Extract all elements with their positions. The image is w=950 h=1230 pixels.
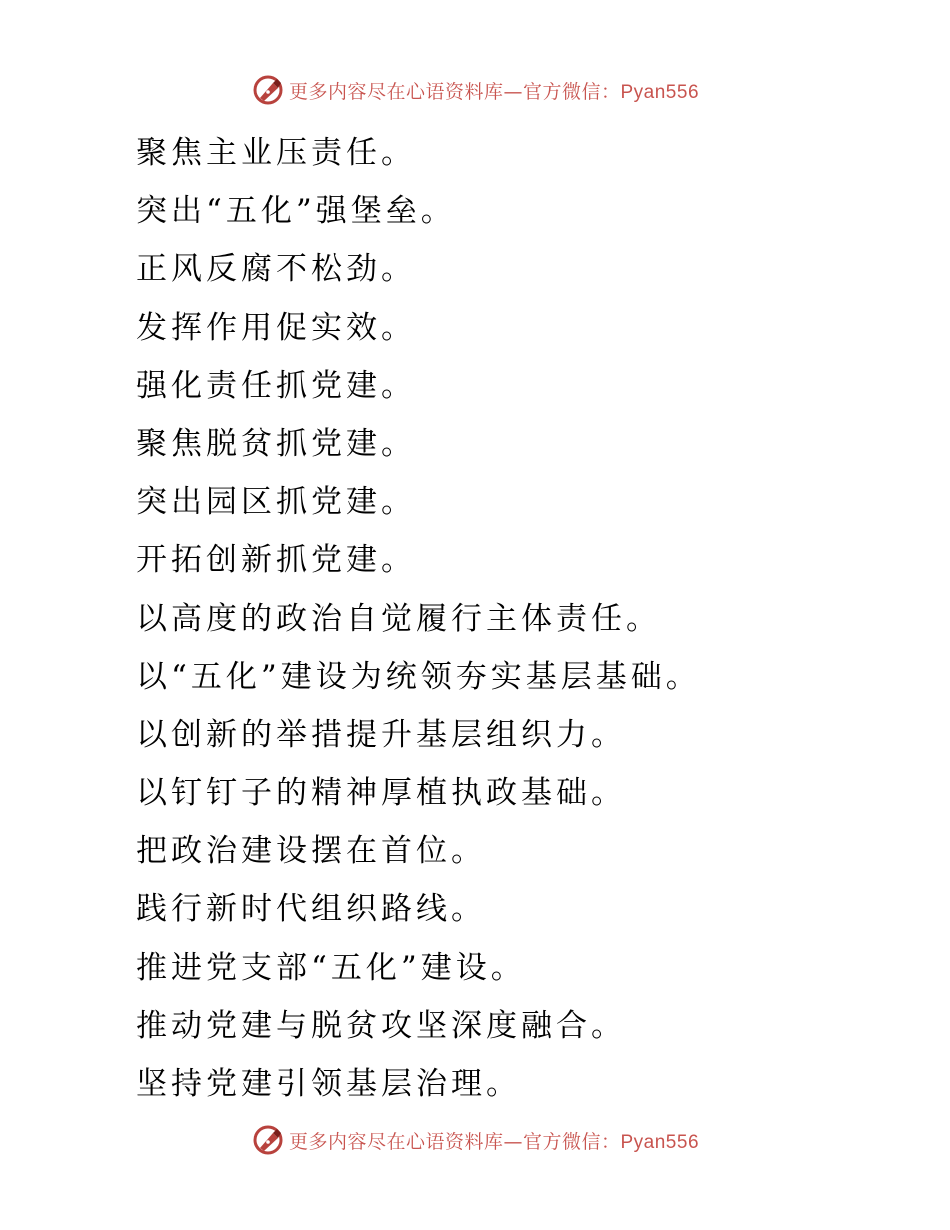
text-line: 推动党建与脱贫攻坚深度融合。 bbox=[136, 1007, 626, 1044]
text-line: 正风反腐不松劲。 bbox=[136, 251, 416, 288]
footer-site-name: 更多内容尽在心语资料库 bbox=[288, 1130, 504, 1153]
header-handle: Pyan556 bbox=[620, 81, 700, 103]
text-line: 推进党支部“五化”建设。 bbox=[136, 949, 526, 986]
header-site-name: 更多内容尽在心语资料库 bbox=[288, 80, 504, 103]
pen-nib-circle-icon bbox=[251, 1123, 285, 1157]
text-line: 以钉钉子的精神厚植执政基础。 bbox=[136, 775, 626, 812]
text-line: 以“五化”建设为统领夯实基层基础。 bbox=[136, 658, 701, 695]
header-banner-text bbox=[289, 77, 699, 104]
header-banner bbox=[0, 70, 950, 110]
text-line: 突出“五化”强堡垒。 bbox=[136, 193, 456, 230]
pen-nib-circle-icon bbox=[251, 73, 285, 107]
header-official-label: 官方微信： bbox=[522, 80, 621, 103]
document-body bbox=[136, 124, 896, 1113]
text-line: 以高度的政治自觉履行主体责任。 bbox=[136, 600, 661, 637]
footer-banner-text bbox=[289, 1127, 699, 1154]
text-line: 坚持党建引领基层治理。 bbox=[136, 1066, 521, 1102]
footer-official-label: 官方微信： bbox=[522, 1130, 621, 1153]
text-line: 开拓创新抓党建。 bbox=[136, 542, 416, 579]
text-line: 发挥作用促实效。 bbox=[136, 309, 416, 346]
header-dash: — bbox=[503, 80, 523, 103]
footer-dash: — bbox=[503, 1130, 523, 1153]
text-line: 强化责任抓党建。 bbox=[136, 367, 416, 404]
footer-handle: Pyan556 bbox=[620, 1131, 700, 1153]
text-line: 聚焦主业压责任。 bbox=[136, 135, 416, 171]
text-line: 以创新的举措提升基层组织力。 bbox=[136, 716, 626, 753]
footer-banner bbox=[0, 1120, 950, 1160]
text-line: 践行新时代组织路线。 bbox=[136, 891, 486, 928]
text-line: 把政治建设摆在首位。 bbox=[136, 833, 486, 870]
text-line: 聚焦脱贫抓党建。 bbox=[136, 425, 416, 462]
text-line: 突出园区抓党建。 bbox=[136, 484, 416, 521]
